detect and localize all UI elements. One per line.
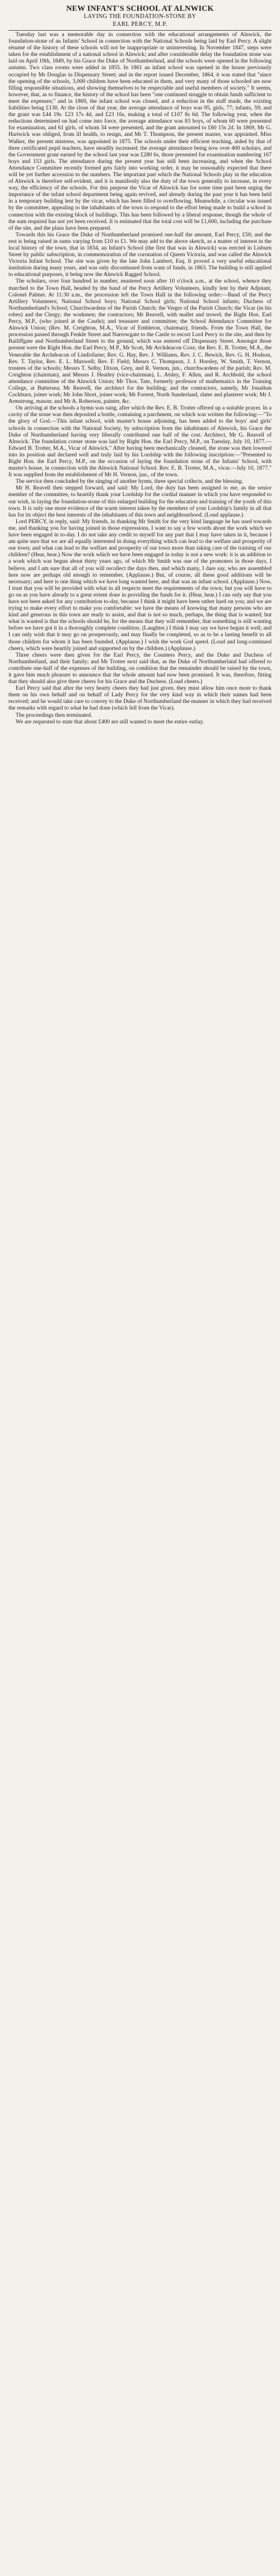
- article-paragraph: The proceedings then terminated.: [16, 712, 93, 719]
- article-paragraph: Tuesday last was a memorable day in connection with the educational arrangements of Alnwick, the foundation-stone of an Infants' School in connection with the National Schools being laid by Earl Percy. A slight résumé of the history of these schools will not be inappropriate or uninteresting. In November 1847, steps were taken for the establishment of a national school in Alnwick; and after considerable delay the foundation stone was laid on April 19th, 1849, by his Grace the Duke of Northumberland, and the schools were opened in the following autumn. Two class rooms were added in 1855. In 1861 an infant school was opened in the house previously occupied by Mr Douglas in Dispensary Street; and in the report issued December, 1864, it was stated that "since the opening of the schools, 3,000 children have been educated in them, and very many of those schooled are now filling responsible situations, and showing themselves to be respectable and useful members of society." It seems, however, that, as to finance, the history of the school has been "one continued struggle to obtain funds sufficient to meet the expenses;" and in 1869, the infant school was closed, and a reduction in the staff made, the existing liabilities being £130. At the close of that year, the average attendance of boys was 95, girls, 77; infants, 59; and the grant was £44 19s. £23 17s 4d, and £23 16s, making a total of £107 8s 6d. The following year, when the reductions determined on had come into force, the average attendance was 83 boys, of whom 60 were presented for examination, and 61 girls, of whom 34 were presented, and the grant amounted to £60 15s 2d. In 1869, Mr G. Hartwick was obliged, from ill health, to resign, and Mr T. Thompson, the present master, was appointed. Miss Walker, the present mistress, was appointed in 1875. The schools under their efficient teaching, aided by that of three certificated pupil teachers, have steadily increased; the average attendance being now over 400 scholars, and the Government grant earned by the school last year was £280 6s, those presented for examination numbering 167 boys and 153 girls. The attendance during the present year has still been increasing, and when the School Attendance Committee recently formed gets fairly into working order, it may be reasonably expected that there will be yet further accession to the numbers. The important part which the National Schools play in the education of Alnwick is therefore self-evident, and it is manifestly also the duty of the town generally to increase, in every way, the efficiency of the schools. For this purpose the Vicar of Alnwick has for some time past been urging the importance of the infant school department being again revived, and already during the past year it has been held in a temporary building lent by the vicar, which has been filled to overflowing. Meanwhile, a circular was issued by the committee, appealing to the inhabitants of the town to respond to the effort being made to build a school in connection with the existing block of buildings. This has been followed by a liberal response, though the whole of the sum required has not yet been received. It is estimated that the total cost will be £1,600, including the purchase of the site, and the plans have been prepared.: [8, 32, 272, 232]
- article-paragraph: Mr H. Reavell then stepped forward, and said: My Lord, the duty has been assigned to me, as the senior member of the committee, to heartily thank your Lordship for the cordial manner in which you have responded to our wish, in laying the foundation-stone of this enlarged building for the education and training of the youth of this town. It is only one more evidence of the warm interest taken by the members of your Lordship's family in all that has for its object the best interests of the inhabitants of this town and neighbourhood. (Loud applause.): [8, 485, 272, 518]
- article-body: [8, 32, 272, 726]
- article-paragraph: We are requested to state that about £400 are still wanted to meet the entire outlay.: [16, 719, 205, 725]
- article-headline: NEW INFANT'S SCHOOL AT ALNWICK: [66, 4, 214, 13]
- article-paragraph: Earl Percy said that after the very hearty cheers they had just given, they must allow him once more to thank them on his own behalf and on behalf of Lady Percy for the very kind way in which their names had been received; and he would take care to convey to the Duke of Northumberland the manner in which they had received the remarks with regard to what he had done (which fell from the Vicar).: [8, 685, 272, 712]
- article-paragraph: On arriving at the schools a hymn was sung, after which the Rev. E. B. Trotter offered up a suitable prayer. In a cavity of the stone was then deposited a bottle, containing a parchment, on which was written the following:—"To the glory of God.—This infant school, with master's house adjoining, has been added to the boys' and girls' schools in connection with the National Society, by subscription from the inhabitants of Alnwick, his Grace the Duke of Northumberland having very liberally contributed one half of the cost. Architect, Mr G. Reavell of Alnwick. The foundation corner stone was laid by Right Hon. the Earl Percy, M.P., on Tuesday, July 10, 1877.—Edward B. Trotter, M.A., Vicar of Alnwick." After having been mechanically cleaned, the stone was then lowered into its position and declared well and truly laid by his Lordship with the following inscription:—"Presented to Right Hon. the Earl Percy, M.P., on the occasion of laying the foundation stone of the Infants' School, with master's house, in connection with the Alnwick National School. Rev. E. B. Trotter, M.A., vicar.—July 10, 1877." It was supplied from the establishment of Mr H. Vernon, jun., of the town.: [8, 405, 272, 479]
- article-paragraph: Three cheers were then given for the Earl Percy, the Countess Percy, and the Duke and Duchess of Northumberland, and their family; and Mr Trotter next said that, as the Duke of Northumberland had offered to contribute one-half of the expenses of the building, on condition that the remainder should be raised by the town, it gave him much pleasure to announce that the whole amount had now been promised. It was, therefore, fitting that they should also give three cheers for his Grace and the Duchess. (Loud cheers.): [8, 652, 272, 685]
- divider-rule: [8, 30, 272, 31]
- article-paragraph: Lord PERCY, in reply, said: My friends, in thanking Mr Smith for the very kind language he has used towards me, and thanking you for having joined in those expressions, I want to say a few words about the work which we have been engaged in to-day. I do not take any credit to myself for any part that I may have taken in it, because I am quite sure that we are all equally interested in doing everything which can lead to the welfare and prosperity of our town; and what can lead to the welfare and prosperity of our town more than taking care of the training of our children? (Hear, hear.) Now the work which we have been engaged in today is not a new work: it is an addition to a work which was begun about thirty years ago, of which Mr Smith was one of the promoters in those days, I believe, and I am sure that all of you will recollect the days then, and which many, I dare say, who are assembled here now are perhaps old enough to remember. (Applause.) But, of course, all these good additions will be necessary; and here is one thing which we have long wanted here, and that was an infant school. (Applause.) Now, I trust that you will be provided with what in all respects meet the requirements of the town; but you will have to go on as you have already to a great extent done in providing the funds for it. (Hear, hear.) I can only say that you have not been asked for any contribution to-day, because I think it might have been rather hard on you; and we are trying to make every effort to make you comfortable: we have the means of knowing that many persons who are kind and generous in this town are ready to assist, and that is not so much, perhaps, the thing that is wanted; but what is wanted is that the schools should be, for the means that they will remember, that something is still wanting before we have got it in a thoroughly complete condition. (Laughter.) I think I may say we have begun it well; and I can only wish that it may go on prosperously, and may finally be completed, so as to be a lasting benefit to all those children for whom it has been founded. (Applause.) I wish the work God speed. (Loud and long-continued cheers, which were heartily joined and supported on by the children.) (Applause.): [8, 518, 272, 652]
- article-paragraph: The scholars, over four hundred in number, mustered soon after 10 o'clock a.m., at the school, whence they marched to the Town Hall, headed by the band of the Percy Artillery Volunteers, kindly lent by their Adjutant, Colonel Palmer. At 11:30 a.m., the procession left the Town Hall in the following order:—Band of the Percy Artillery Volunteers; National School boys; National School girls; National School infants; Duchess of Northumberland's School; Churchwardens of the Parish Church; the Verger of the Parish Church; the Vicar (in his robes) and the Clergy; the workmen; the contractors; Mr Reavell, with mallet and trowel; the Right Hon. Earl Percy, M.P., (who joined at the Castle); and treasurer and committee; the School Attendance Committee for Alnwick Union; (Rev. M. Creighton, M.A., Vicar of Embleton, chairman); friends. From the Town Hall, the procession passed through Fenkle Street and Narrowgate to the Castle to escort Lord Percy to the site, and then by Bailiffgate and Northumberland Street to the ground, which was entered off Dispensary Street. Amongst those present were the Right Hon. the Earl Percy, M.P., Mr Scott, Mr Archdeacon Coxe, the Rev. E. B. Trotter, M.A., the Venerable the Archdeacon of Lindisfarne; Rev. G. Hay, Rev. J. Williams, Rev. J. C. Bewick, Rev. G. H. Hodson, Rev. T. Taylor, Rev. E. L. Maxwell; Rev. F. Field; Messrs C. Thompson, J. J. Horsley, W. Smith, T. Vernon, trustees of the schools; Messrs T. Selby, Dixon, Grey, and R. Vernon, jun., churchwardens of the parish; Rev. M. Creighton (chairman), and Messrs J. Heatley (vice-chairman), L. Atsley, F. Allen, and R. Archbold, the school attendance committee of the Alnwick Union; Mr Thos. Tate, formerly professor of mathematics in the Training College, at Battersea; Mr Reavell, the architect for the building; and the contractors, namely, Mr Jonathan Cockburn, joiner work; Mr John Short, joiner work; Mr Forrest, North Sunderland, slater and plasterer work; Mr J. Armstrong, mason; and Mr A. Roberson, painter, &c.: [8, 278, 272, 405]
- article-paragraph: The service then concluded by the singing of another hymn, three special collects, and the blessing.: [16, 479, 243, 485]
- article-subhead: LAYING THE FOUNDATION-STONE BY: [84, 13, 196, 20]
- article-paragraph: Towards this his Grace the Duke of Northumberland promised one-half the amount, Earl Percy, £50; and the rest is being raised in sums varying from £10 to £1. We may add to the above sketch, as a matter of interest in the local history of the town, that in 1834, an Infant's School (the first that was in Alnwick) was erected in Lisburn Street by public subscription, in commemoration of the coronation of Queen Victoria, and was called the Alnwick Victoria Infant School. The site was given by the late John Lambert, Esq. It proved a very useful educational institution during many years, and was only discontinued from want of funds, in 1863. The building is still applied to educational purposes, it being now the Alnwick Ragged School.: [8, 232, 272, 278]
- article-byline: EARL PERCY, M.P.: [113, 21, 167, 28]
